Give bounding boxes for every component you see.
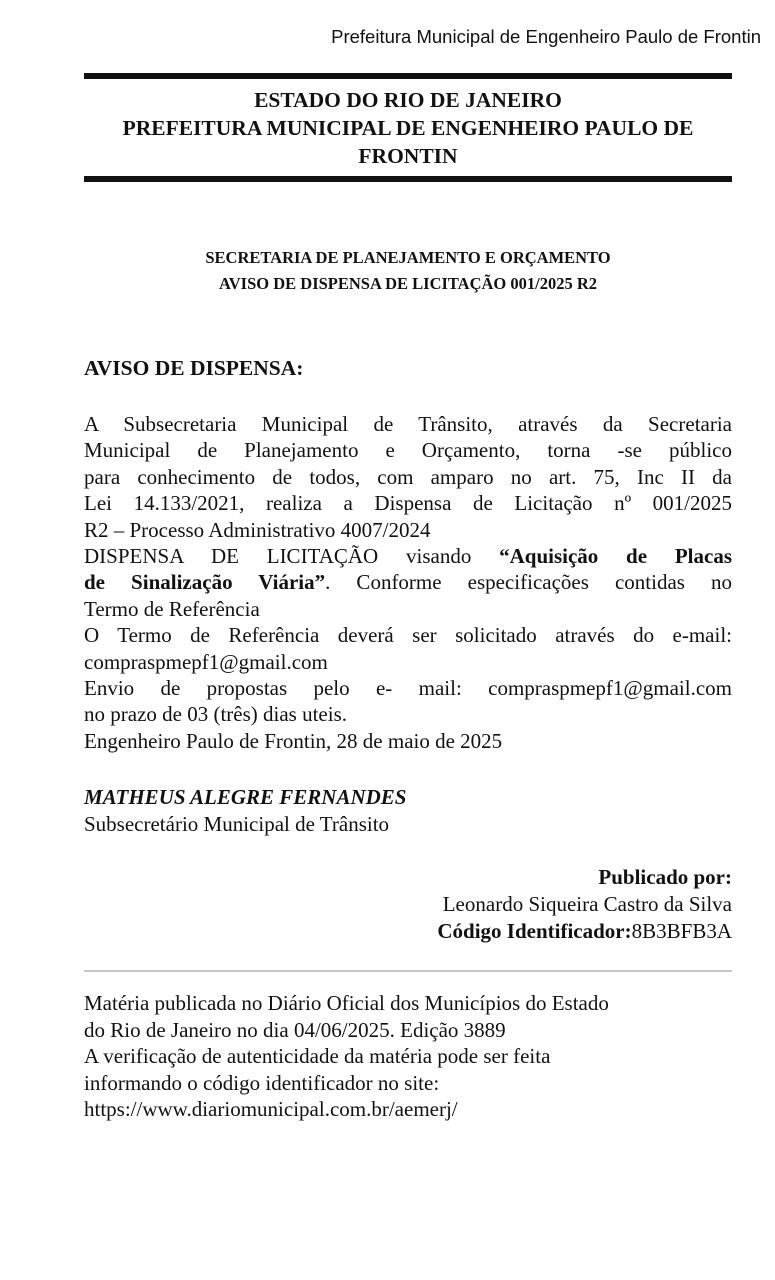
- body-line: Envio de propostas pelo e- mail: compraspmepf1@gmail.com: [84, 676, 732, 701]
- footer-divider: [84, 970, 732, 972]
- body-line: Termo de Referência: [84, 596, 260, 621]
- verification-url[interactable]: https://www.diariomunicipal.com.br/aemerj/: [84, 1097, 458, 1121]
- footer-line: do Rio de Janeiro no dia 04/06/2025. Edição 3889: [84, 1017, 506, 1042]
- publisher-name: Leonardo Siqueira Castro da Silva: [442, 892, 732, 916]
- object-title-part-2: de Sinalização Viária”: [84, 570, 326, 595]
- footer-line: Matéria publicada no Diário Oficial dos Municípios do Estado: [84, 991, 609, 1015]
- object-suffix: . Conforme especificações contidas no: [325, 570, 732, 595]
- state-heading-line-2: PREFEITURA MUNICIPAL DE ENGENHEIRO PAULO DE: [122, 116, 694, 140]
- signatory-block: [84, 784, 407, 838]
- place-date: Engenheiro Paulo de Frontin, 28 de maio de 2025: [84, 728, 503, 753]
- object-title-part-1: “Aquisição de Placas: [499, 544, 732, 569]
- signatory-title: Subsecretário Municipal de Trânsito: [84, 812, 390, 836]
- body-line: A Subsecretaria Municipal de Trânsito, através da Secretaria: [84, 412, 732, 436]
- signatory-name: MATHEUS ALEGRE FERNANDES: [84, 785, 407, 809]
- body-line: R2 – Processo Administrativo 4007/2024: [84, 517, 431, 542]
- dispensa-prefix: DISPENSA DE LICITAÇÃO visando: [84, 544, 500, 569]
- identifier-code-line: [437, 918, 732, 945]
- section-heading: AVISO DE DISPENSA:: [84, 356, 304, 380]
- secretariat-name: SECRETARIA DE PLANEJAMENTO E ORÇAMENTO: [205, 248, 611, 267]
- secretariat-block: [84, 245, 732, 297]
- identifier-code-value: 8B3BFB3A: [631, 919, 732, 943]
- body-line-dispensa: [84, 543, 732, 569]
- email-address: compraspmepf1@gmail.com: [84, 649, 328, 674]
- state-heading-line-3: FRONTIN: [358, 144, 458, 168]
- page-header: Prefeitura Municipal de Engenheiro Paulo de Frontin: [331, 26, 761, 47]
- body-line: para conhecimento de todos, com amparo no art. 75, Inc II da: [84, 464, 732, 489]
- body-line: Municipal de Planejamento e Orçamento, torna -se público: [84, 438, 732, 463]
- state-heading-line-1: ESTADO DO RIO DE JANEIRO: [254, 88, 562, 112]
- publication-block: [437, 864, 732, 945]
- notice-title: AVISO DE DISPENSA DE LICITAÇÃO 001/2025 R2: [218, 274, 598, 293]
- body-line: no prazo de 03 (três) dias uteis.: [84, 702, 348, 727]
- footer-line: informando o código identificador no site:: [84, 1070, 440, 1095]
- body-line: Lei 14.133/2021, realiza a Dispensa de Licitação nº 001/2025: [84, 491, 732, 516]
- notice-body: [84, 411, 732, 754]
- footer-notice: [84, 990, 744, 1123]
- footer-line: A verificação de autenticidade da matéria pode ser feita: [84, 1044, 551, 1068]
- top-thick-divider: [84, 73, 732, 79]
- state-heading-block: [84, 86, 732, 170]
- body-line: O Termo de Referência deverá ser solicitado através do e-mail:: [84, 623, 732, 648]
- body-line-object: [84, 569, 732, 595]
- published-by-label: Publicado por:: [598, 865, 732, 889]
- identifier-code-label: Código Identificador:: [437, 919, 632, 943]
- bottom-thick-divider: [84, 176, 732, 182]
